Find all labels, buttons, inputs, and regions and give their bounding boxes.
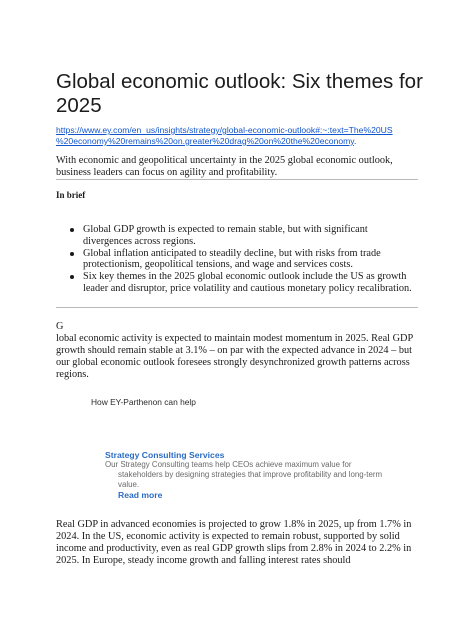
list-item — [70, 224, 418, 248]
list-item-text: Global inflation anticipated to steadily decline, but with risks from trade protectionism, geopolitical tensions, and wage and services costs. — [83, 247, 381, 271]
source-link-line1: https://www.ey.com/en_us/insights/strategy/global-economic-outlook#:~:text=The%20US — [56, 125, 393, 135]
card-description-line: stakeholders by designing strategies that improve profitability and long-term — [118, 470, 383, 479]
source-link-period: . — [353, 136, 357, 146]
in-brief-heading: In brief — [56, 190, 86, 200]
read-more-link[interactable]: Read more — [118, 490, 163, 500]
body-paragraph-2: Real GDP in advanced economies is projected to grow 1.8% in 2025, up from 1.7% in 2024. In the US, economic activity is expected to remain robust, supported by solid income and productivity, even as real GDP growth slips from 2.8% in 2024 to 2.2% in 2025. In Europe, steady income growth and falling interest rates should — [56, 519, 412, 566]
intro-paragraph: With economic and geopolitical uncertainty in the 2025 global economic outlook, business leaders can focus on agility and profitability. — [56, 155, 393, 178]
card-description — [105, 460, 395, 490]
body-paragraph-1: lobal economic activity is expected to maintain modest momentum in 2025. Real GDP growth should remain stable at 3.1% – on par with the expected advance in 2024 – but our global economic outlook foresees strongly desynchronized growth patterns across regions. — [56, 333, 413, 380]
drop-cap: G — [56, 321, 64, 332]
source-url — [56, 125, 426, 147]
how-ey-can-help-label: How EY-Parthenon can help — [91, 397, 196, 407]
card-description-line: Our Strategy Consulting teams help CEOs achieve maximum value for — [105, 460, 352, 469]
bullet-icon — [70, 228, 74, 232]
divider-bottom — [56, 307, 418, 308]
page-title: Global economic outlook: Six themes for 2025 — [56, 70, 423, 117]
bullet-icon — [70, 252, 74, 256]
list-item — [70, 271, 418, 295]
list-item-text: Global GDP growth is expected to remain stable, but with significant divergences across regions. — [83, 224, 368, 247]
list-item-text: Six key themes in the 2025 global economic outlook include the US as growth leader and disruptor, price volatility and cautious monetary policy recalibration. — [83, 271, 412, 294]
in-brief-list — [70, 224, 418, 295]
card-description-line: value. — [118, 480, 140, 489]
list-item — [70, 248, 418, 272]
card-title-link[interactable]: Strategy Consulting Services — [105, 450, 225, 460]
bullet-icon — [70, 275, 74, 279]
divider-top — [56, 179, 418, 180]
source-link[interactable] — [56, 125, 393, 146]
source-link-line2: %20economy%20remains%20on.greater%20drag%20on%20the%20economy — [56, 136, 354, 146]
